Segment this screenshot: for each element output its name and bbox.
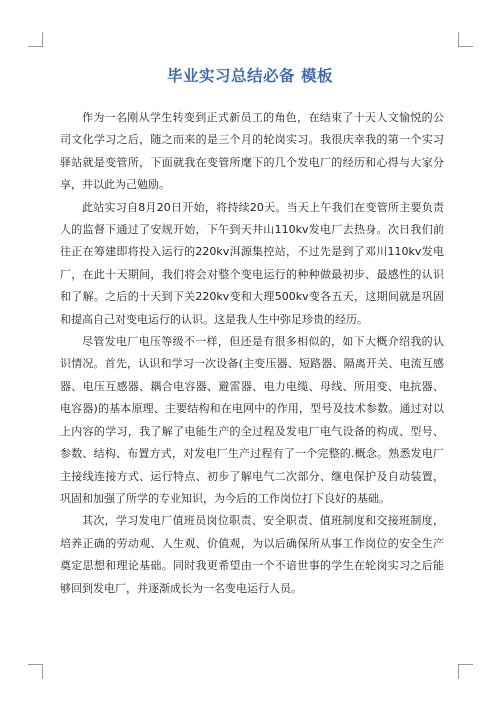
crop-mark-bottom-left [28, 664, 43, 679]
paragraph-intro: 作为一名刚从学生转变到正式新员工的角色，在结束了十天人文愉悦的公司文化学习之后，随之而来的是三个月的轮岗实习。我很庆幸我的第一个实习驿站就是变管所，下面就我在变管所麾下的几个发电厂的经历和心得与大家分享，并以此为己勉励。 [60, 111, 444, 192]
paragraph-schedule: 此站实习自8月20日开始，将持续20天。当天上午我们在变管所主要负责人的监督下通过了安规开始，下午到天井山110kv发电厂去热身。次日我们前往正在筹建即将投入运行的220kv洱源集控站，不过先是到了邓川110kv发电厂，在此十天期间，我们将会对整个变电运行的种种做最初步、最感性的认识和了解。之后的十天到下关220kv变和大理500kv变各五天，这期间就是巩固和提高自己对变电运行的认识。这是我人生中弥足珍贵的经历。 [60, 200, 444, 326]
document-title: 毕业实习总结必备 模板 [167, 67, 333, 85]
crop-mark-top-left [28, 32, 43, 47]
paragraph-duties: 其次，学习发电厂值班员岗位职责、安全职责、值班制度和交接班制度，培养正确的劳动观、人生观、价值观，为以后确保所从事工作岗位的安全生产奠定思想和理论基础。同时我更希望由一个不谙世事的学生在轮岗实习之后能够回到发电厂，并逐渐成长为一名变电运行人员。 [60, 514, 444, 595]
document-body [60, 107, 444, 600]
crop-mark-bottom-right [458, 664, 473, 679]
paragraph-equipment: 尽管发电厂电压等级不一样，但还是有很多相似的，如下大概介绍我的认识情况。首先，认识和学习一次设备(主变压器、短路器、隔离开关、电流互感器、电压互感器、耦合电容器、避雷器、电力电缆、母线、所用变、电抗器、电容器)的基本原理、主要结构和在电网中的作用，型号及技术参数。通过对以上内容的学习，我了解了电能生产的全过程及发电厂电气设备的构成、型号、参数、结构、布置方式，对发电厂生产过程有了一个完整的.概念。熟悉发电厂主接线连接方式、运行特点、初步了解电气二次部分、继电保护及自动装置，巩固和加强了所学的专业知识，为今后的工作岗位打下良好的基础。 [60, 335, 444, 505]
crop-mark-top-right [458, 32, 473, 47]
